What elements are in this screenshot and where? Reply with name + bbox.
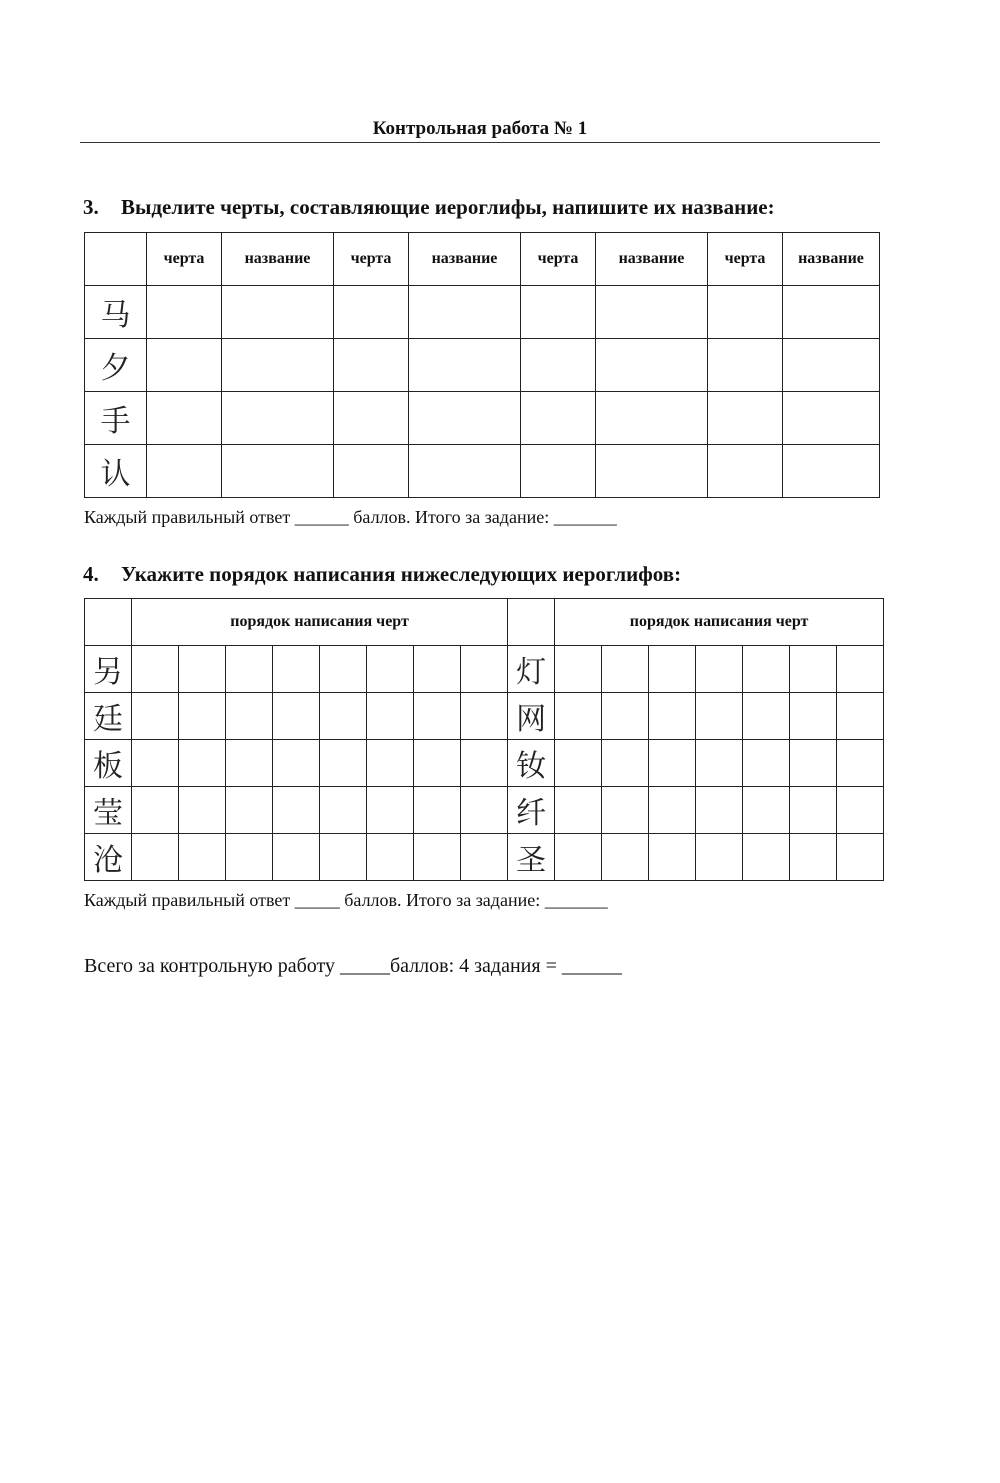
stroke-cell[interactable] (461, 693, 508, 740)
stroke-cell[interactable] (696, 787, 743, 834)
task4-left-character: 沧 (85, 834, 132, 881)
task3-table (84, 232, 880, 498)
stroke-cell[interactable] (790, 834, 837, 881)
stroke-cell[interactable] (461, 787, 508, 834)
task3-header-corner (85, 233, 147, 286)
stroke-cell[interactable] (273, 693, 320, 740)
answer-cell[interactable] (334, 339, 409, 392)
stroke-cell[interactable] (555, 834, 602, 881)
stroke-cell[interactable] (414, 787, 461, 834)
stroke-cell[interactable] (837, 646, 884, 693)
stroke-cell[interactable] (696, 693, 743, 740)
task4-left-character: 另 (85, 646, 132, 693)
answer-cell[interactable] (334, 392, 409, 445)
stroke-cell[interactable] (273, 646, 320, 693)
stroke-cell[interactable] (696, 834, 743, 881)
total-score-line: Всего за контрольную работу _____баллов: 4 задания = ______ (84, 955, 622, 977)
answer-cell[interactable] (596, 339, 708, 392)
table-row (85, 286, 880, 339)
stroke-cell[interactable] (602, 787, 649, 834)
answer-cell[interactable] (708, 339, 783, 392)
stroke-cell[interactable] (790, 646, 837, 693)
stroke-cell[interactable] (602, 834, 649, 881)
task4-right-character: 网 (508, 693, 555, 740)
stroke-cell[interactable] (790, 740, 837, 787)
task4-right-character: 纤 (508, 787, 555, 834)
header-divider (80, 142, 880, 143)
stroke-cell[interactable] (555, 646, 602, 693)
task3-header-row (85, 233, 880, 286)
task3-header-stroke: черта (708, 233, 783, 286)
answer-cell[interactable] (222, 286, 334, 339)
task3-scoring-note: Каждый правильный ответ ______ баллов. Итого за задание: _______ (84, 507, 617, 527)
task3-header-stroke: черта (521, 233, 596, 286)
stroke-cell[interactable] (602, 646, 649, 693)
stroke-cell[interactable] (179, 740, 226, 787)
answer-cell[interactable] (708, 392, 783, 445)
stroke-cell[interactable] (179, 646, 226, 693)
stroke-cell[interactable] (226, 834, 273, 881)
answer-cell[interactable] (222, 392, 334, 445)
answer-cell[interactable] (409, 392, 521, 445)
answer-cell[interactable] (521, 286, 596, 339)
stroke-cell[interactable] (837, 740, 884, 787)
answer-cell[interactable] (783, 445, 880, 498)
stroke-cell[interactable] (414, 693, 461, 740)
task4-table (84, 598, 884, 881)
answer-cell[interactable] (708, 286, 783, 339)
task3-title: Выделите черты, составляющие иероглифы, напишите их название: (121, 195, 775, 219)
stroke-cell[interactable] (696, 740, 743, 787)
answer-cell[interactable] (783, 339, 880, 392)
stroke-cell[interactable] (649, 693, 696, 740)
answer-cell[interactable] (783, 286, 880, 339)
task3-heading (83, 195, 775, 220)
stroke-cell[interactable] (132, 646, 179, 693)
answer-cell[interactable] (147, 286, 222, 339)
stroke-cell[interactable] (226, 787, 273, 834)
stroke-cell[interactable] (273, 834, 320, 881)
answer-cell[interactable] (334, 445, 409, 498)
stroke-cell[interactable] (837, 834, 884, 881)
answer-cell[interactable] (596, 392, 708, 445)
table-row (85, 445, 880, 498)
table-row (85, 693, 884, 740)
task4-left-character: 廷 (85, 693, 132, 740)
answer-cell[interactable] (222, 339, 334, 392)
stroke-cell[interactable] (132, 693, 179, 740)
stroke-cell[interactable] (743, 834, 790, 881)
stroke-cell[interactable] (602, 693, 649, 740)
stroke-cell[interactable] (555, 693, 602, 740)
page-title: Контрольная работа № 1 (372, 118, 588, 139)
stroke-cell[interactable] (461, 834, 508, 881)
stroke-cell[interactable] (367, 646, 414, 693)
stroke-cell[interactable] (461, 646, 508, 693)
stroke-cell[interactable] (790, 693, 837, 740)
task4-title: Укажите порядок написания нижеследующих иероглифов: (121, 562, 682, 586)
stroke-cell[interactable] (414, 646, 461, 693)
task4-header-left: порядок написания черт (132, 599, 508, 646)
answer-cell[interactable] (147, 392, 222, 445)
stroke-cell[interactable] (367, 740, 414, 787)
task4-right-character: 钕 (508, 740, 555, 787)
task3-header-name: название (783, 233, 880, 286)
stroke-cell[interactable] (743, 740, 790, 787)
stroke-cell[interactable] (649, 834, 696, 881)
answer-cell[interactable] (409, 445, 521, 498)
stroke-cell[interactable] (837, 693, 884, 740)
task3-character: 手 (85, 392, 147, 445)
stroke-cell[interactable] (555, 787, 602, 834)
stroke-cell[interactable] (461, 740, 508, 787)
stroke-cell[interactable] (649, 646, 696, 693)
table-row (85, 740, 884, 787)
task3-header-stroke: черта (334, 233, 409, 286)
task4-number: 4. (83, 562, 99, 586)
task3-header-name: название (409, 233, 521, 286)
task4-header-corner-left (85, 599, 132, 646)
table-row (85, 646, 884, 693)
stroke-cell[interactable] (649, 740, 696, 787)
stroke-cell[interactable] (273, 740, 320, 787)
answer-cell[interactable] (521, 392, 596, 445)
task3-header-name: название (596, 233, 708, 286)
task4-scoring-note: Каждый правильный ответ _____ баллов. Итого за задание: _______ (84, 890, 608, 910)
task4-right-character: 灯 (508, 646, 555, 693)
task3-character: 夕 (85, 339, 147, 392)
answer-cell[interactable] (783, 392, 880, 445)
stroke-cell[interactable] (179, 834, 226, 881)
table-row (85, 392, 880, 445)
stroke-cell[interactable] (320, 693, 367, 740)
stroke-cell[interactable] (226, 646, 273, 693)
task4-header-right: порядок написания черт (555, 599, 884, 646)
answer-cell[interactable] (147, 339, 222, 392)
task3-header-name: название (222, 233, 334, 286)
stroke-cell[interactable] (602, 740, 649, 787)
stroke-cell[interactable] (320, 740, 367, 787)
task4-left-character: 莹 (85, 787, 132, 834)
stroke-cell[interactable] (414, 834, 461, 881)
task4-right-character: 圣 (508, 834, 555, 881)
stroke-cell[interactable] (226, 740, 273, 787)
table-row (85, 787, 884, 834)
stroke-cell[interactable] (179, 693, 226, 740)
stroke-cell[interactable] (179, 787, 226, 834)
stroke-cell[interactable] (649, 787, 696, 834)
answer-cell[interactable] (521, 339, 596, 392)
stroke-cell[interactable] (367, 787, 414, 834)
stroke-cell[interactable] (226, 693, 273, 740)
answer-cell[interactable] (334, 286, 409, 339)
stroke-cell[interactable] (367, 693, 414, 740)
stroke-cell[interactable] (837, 787, 884, 834)
stroke-cell[interactable] (743, 693, 790, 740)
stroke-cell[interactable] (696, 646, 743, 693)
stroke-cell[interactable] (743, 787, 790, 834)
table-row (85, 834, 884, 881)
answer-cell[interactable] (409, 339, 521, 392)
stroke-cell[interactable] (132, 787, 179, 834)
stroke-cell[interactable] (555, 740, 602, 787)
task4-header-corner-right (508, 599, 555, 646)
task3-character: 认 (85, 445, 147, 498)
answer-cell[interactable] (409, 286, 521, 339)
answer-cell[interactable] (222, 445, 334, 498)
task3-character: 马 (85, 286, 147, 339)
stroke-cell[interactable] (320, 787, 367, 834)
stroke-cell[interactable] (132, 834, 179, 881)
stroke-cell[interactable] (414, 740, 461, 787)
table-row (85, 339, 880, 392)
task3-number: 3. (83, 195, 99, 219)
stroke-cell[interactable] (743, 646, 790, 693)
answer-cell[interactable] (596, 286, 708, 339)
answer-cell[interactable] (708, 445, 783, 498)
task4-heading (83, 562, 681, 587)
answer-cell[interactable] (521, 445, 596, 498)
task4-left-character: 板 (85, 740, 132, 787)
stroke-cell[interactable] (367, 834, 414, 881)
answer-cell[interactable] (147, 445, 222, 498)
stroke-cell[interactable] (132, 740, 179, 787)
task3-header-stroke: черта (147, 233, 222, 286)
stroke-cell[interactable] (790, 787, 837, 834)
stroke-cell[interactable] (320, 834, 367, 881)
stroke-cell[interactable] (273, 787, 320, 834)
answer-cell[interactable] (596, 445, 708, 498)
task4-header-row (85, 599, 884, 646)
stroke-cell[interactable] (320, 646, 367, 693)
